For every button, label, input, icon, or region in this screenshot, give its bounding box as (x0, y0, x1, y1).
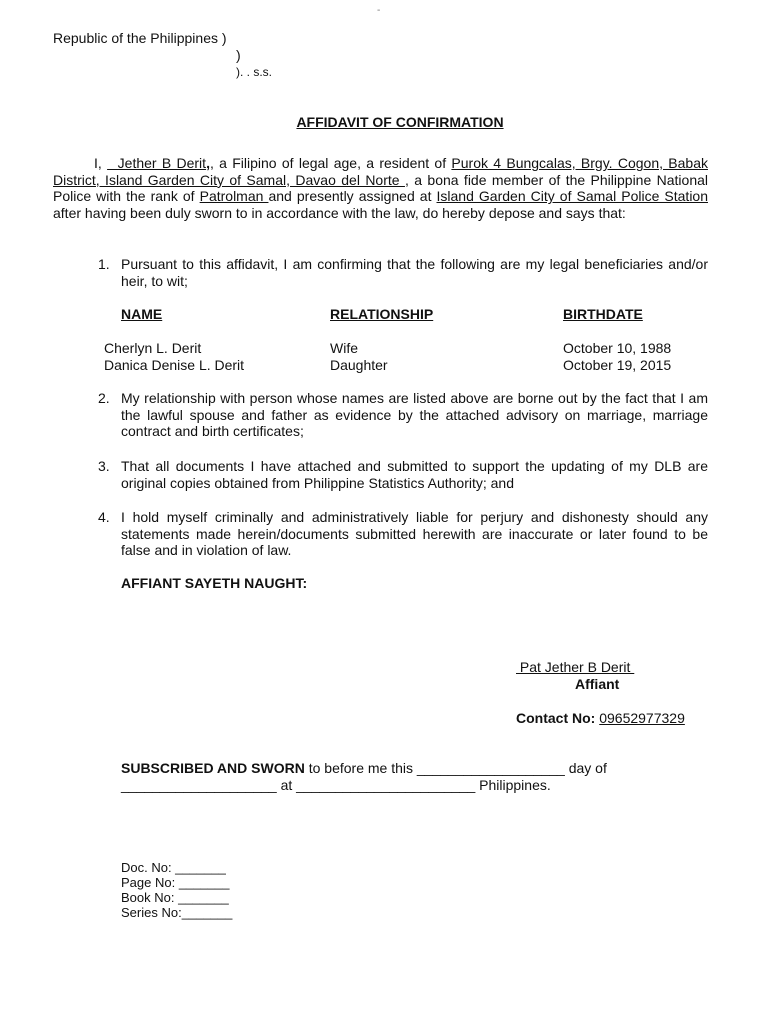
affiant-rank: Patrolman (199, 188, 269, 205)
affiant-sayeth-naught: AFFIANT SAYETH NAUGHT: (121, 575, 308, 591)
header-ss: ). . s.s. (236, 65, 272, 79)
jurat-text-1: to before me this ___________________ day of (304, 760, 607, 776)
jurat-bold: SUBSCRIBED AND SWORN (121, 760, 305, 776)
header-paren: ) (236, 47, 241, 63)
intro-text-2: , a Filipino of legal age, a resident of (209, 155, 452, 171)
table-header-relationship: RELATIONSHIP (330, 306, 434, 322)
table-cell-birthdate: October 19, 2015 (563, 357, 672, 373)
item-3-text: That all documents I have attached and submitted to support the updating of my DLB are original copies obtained from Philippine Statistics Authority; and (121, 458, 708, 491)
intro-paragraph: I, Jether B Derit,, a Filipino of legal age, a resident of Purok 4 Bungcalas, Brgy. Cogon, Babak District, Island Garden City of Samal, Davao del Norte , a bona fide member of the Philippine National Police with the rank of Patrolman and presently assigned at Island Garden City of Samal Police Station after having been duly sworn to in accordance with the law, do hereby depose and says that: (53, 155, 708, 221)
notary-series-no: Series No:_______ (121, 905, 233, 920)
notary-doc-no: Doc. No: _______ (121, 860, 226, 875)
table-header-name: NAME (121, 306, 163, 322)
intro-text-3: , a bona fide member of the Philippine National Police with the rank of (53, 171, 708, 205)
item-2-text: My relationship with person whose names are listed above are borne out by the fact that I am the lawful spouse and father as evidence by the attached advisory on marriage, marriage contract and birth certificates; (121, 390, 708, 440)
intro-text-5: after having been duly sworn to in accordance with the law, do hereby depose and says that: (53, 204, 626, 221)
item-3-number: 3. (98, 458, 110, 474)
table-cell-name: Danica Denise L. Derit (104, 357, 245, 373)
intro-text-4: and presently assigned at (268, 188, 437, 205)
item-4-text: I hold myself criminally and administratively liable for perjury and dishonesty should any statements made herein/documents submitted herewith are inaccurate or later found to be false and in violation of law. (121, 509, 708, 559)
item-4-number: 4. (98, 509, 110, 525)
notary-page-no: Page No: _______ (121, 875, 230, 890)
notary-book-no: Book No: _______ (121, 890, 229, 905)
top-mark: - (377, 5, 381, 16)
signature-name: Pat Jether B Derit (516, 659, 635, 675)
table-cell-birthdate: October 10, 1988 (563, 340, 672, 356)
affiant-station: Island Garden City of Samal Police Station (436, 188, 708, 205)
jurat-line-1 (121, 760, 607, 777)
signature-role: Affiant (575, 676, 620, 692)
contact-number: 09652977329 (599, 710, 685, 726)
table-cell-name: Cherlyn L. Derit (104, 340, 202, 356)
table-cell-relationship: Daughter (330, 357, 388, 373)
header-republic: Republic of the Philippines ) (53, 30, 227, 46)
item-1-text: Pursuant to this affidavit, I am confirming that the following are my legal beneficiaries and/or heir, to wit; (121, 256, 708, 289)
affiant-name: Jether B Derit (107, 155, 207, 171)
document-title: AFFIDAVIT OF CONFIRMATION (296, 114, 504, 130)
item-2-number: 2. (98, 390, 110, 406)
item-1-number: 1. (98, 256, 110, 272)
intro-text-1: I, (94, 155, 108, 171)
table-header-birthdate: BIRTHDATE (563, 306, 643, 322)
contact-line (516, 710, 685, 727)
jurat-line-2: ____________________ at _______________________ Philippines. (121, 777, 551, 793)
table-cell-relationship: Wife (330, 340, 358, 356)
contact-label: Contact No: (516, 710, 600, 726)
affiant-address: Purok 4 Bungcalas, Brgy. Cogon, Babak District, Island Garden City of Samal, Davao del Norte (53, 155, 708, 188)
